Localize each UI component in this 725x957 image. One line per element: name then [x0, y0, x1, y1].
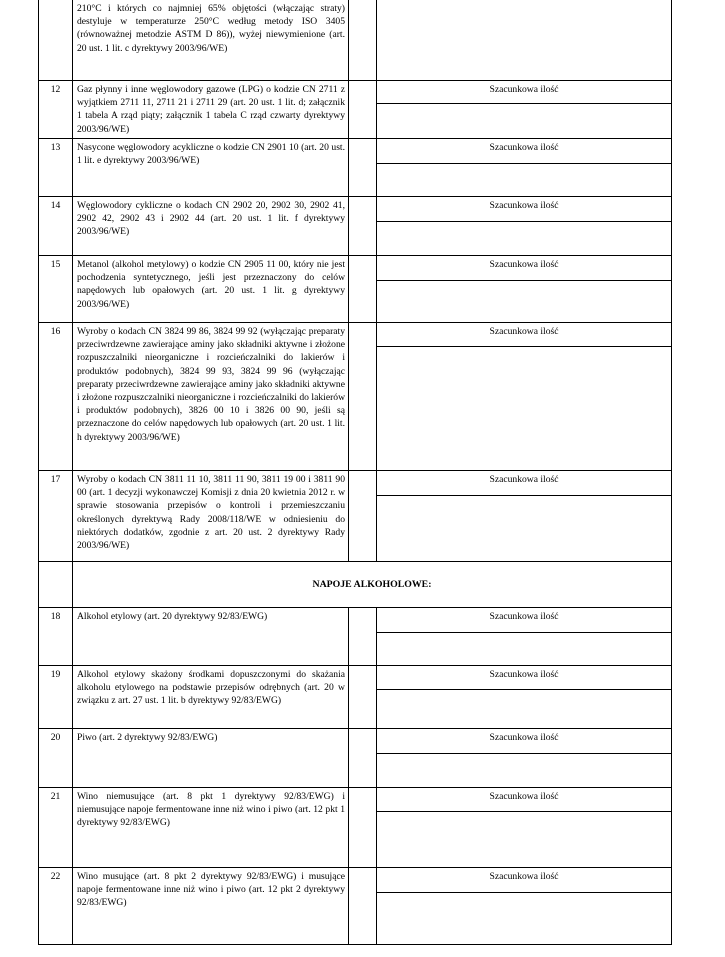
- row-description: Wyroby o kodach CN 3824 99 86, 3824 99 92 (wyłączając preparaty przeciwrdzewne zawierające aminy jako składniki aktywne i złożone rozpuszczalniki nieorganiczne i rozcieńczalniki do lakierów i produktów podobnych), 3824 99 93, 3824 99 96 (wyłączając preparaty przeciwrdzewne zawierające aminy jako składniki aktywne i złożone rozpuszczalniki nieorganiczne i rozcieńczalniki do lakierów i produktów podobnych), 3826 00 10 i 3826 00 90, jeśli są przeznaczone do celów napędowych lub opałowych (art. 20 ust. 1 lit. h dyrektywy 2003/96/WE): [73, 323, 349, 471]
- row-number-cell: [39, 0, 73, 81]
- row-blank-cell: [349, 81, 377, 139]
- row-blank-cell: [349, 0, 377, 81]
- row-number: 14: [39, 197, 73, 256]
- row-number: 17: [39, 471, 73, 562]
- table-row: [39, 608, 672, 666]
- estimate-label: Szacunkowa ilość: [377, 788, 671, 812]
- row-blank-cell: [349, 729, 377, 788]
- row-description: Alkohol etylowy skażony środkami dopuszczonymi do skażania alkoholu etylowego na podstawie przepisów odrębnych (art. 20 w związku z art. 27 ust. 1 lit. b dyrektywy 92/83/EWG): [73, 666, 349, 729]
- document-page: [38, 0, 671, 945]
- row-description: Metanol (alkohol metylowy) o kodzie CN 2905 11 00, który nie jest pochodzenia syntetycznego, jeśli jest przeznaczony do celów napędowych lub opałowych (art. 20 ust. 1 lit. g dyrektywy 2003/96/WE): [73, 256, 349, 323]
- row-blank-cell: [349, 256, 377, 323]
- row-description: Alkohol etylowy (art. 20 dyrektywy 92/83/EWG): [73, 608, 349, 666]
- row-value-cell: [377, 197, 672, 256]
- estimate-label: Szacunkowa ilość: [377, 729, 671, 754]
- row-number: 15: [39, 256, 73, 323]
- estimate-label: Szacunkowa ilość: [377, 323, 671, 347]
- row-description: Piwo (art. 2 dyrektywy 92/83/EWG): [73, 729, 349, 788]
- row-number: 13: [39, 139, 73, 197]
- estimate-label: Szacunkowa ilość: [377, 666, 671, 690]
- estimate-label: Szacunkowa ilość: [377, 139, 671, 164]
- row-blank-cell: [349, 323, 377, 471]
- table-row-continuation: [39, 0, 672, 81]
- row-value-cell: [377, 0, 672, 81]
- row-number: 18: [39, 608, 73, 666]
- estimate-label: Szacunkowa ilość: [377, 256, 671, 281]
- row-value-cell: [377, 81, 672, 139]
- row-description: Wyroby o kodach CN 3811 11 10, 3811 11 90, 3811 19 00 i 3811 90 00 (art. 1 decyzji wykonawczej Komisji z dnia 20 kwietnia 2012 r. w sprawie stosowania przepisów o kontroli i przemieszczaniu określonych dyrektywą Rady 2008/118/WE w odniesieniu do niektórych dodatków, zgodnie z art. 20 ust. 2 dyrektywy Rady 2003/96/WE): [73, 471, 349, 562]
- row-blank-cell: [349, 788, 377, 868]
- row-value-cell: [377, 256, 672, 323]
- row-description: Gaz płynny i inne węglowodory gazowe (LPG) o kodzie CN 2711 z wyjątkiem 2711 11, 2711 21 i 2711 29 (art. 20 ust. 1 lit. d; załącznik 1 tabela A rząd piąty; załącznik 1 tabela C rząd czwarty dyrektywy 2003/96/WE): [73, 81, 349, 139]
- row-blank-cell: [349, 139, 377, 197]
- row-number: 12: [39, 81, 73, 139]
- table-row: [39, 139, 672, 197]
- estimate-label: Szacunkowa ilość: [377, 868, 671, 893]
- row-blank-cell: [349, 868, 377, 945]
- table-row: [39, 788, 672, 868]
- row-number: 20: [39, 729, 73, 788]
- excise-goods-table: [38, 0, 672, 945]
- row-description: Nasycone węglowodory acykliczne o kodzie CN 2901 10 (art. 20 ust. 1 lit. e dyrektywy 2003/96/WE): [73, 139, 349, 197]
- table-row: [39, 256, 672, 323]
- row-description: Wino musujące (art. 8 pkt 2 dyrektywy 92/83/EWG) i musujące napoje fermentowane inne niż wino i piwo (art. 12 pkt 2 dyrektywy 92/83/EWG): [73, 868, 349, 945]
- row-blank-cell: [349, 197, 377, 256]
- row-value-cell: [377, 729, 672, 788]
- row-blank-cell: [349, 471, 377, 562]
- table-row: [39, 197, 672, 256]
- row-blank-cell: [349, 608, 377, 666]
- row-value-cell: [377, 323, 672, 471]
- section-number-cell: [39, 562, 73, 608]
- row-description: 210°C i których co najmniej 65% objętości (włączając straty) destyluje w temperaturze 250°C według metody ISO 3405 (równoważnej metodzie ASTM D 86)), wyżej niewymienione (art. 20 ust. 1 lit. c dyrektywy 2003/96/WE): [73, 0, 349, 81]
- table-row: [39, 666, 672, 729]
- row-number: 22: [39, 868, 73, 945]
- estimate-label: Szacunkowa ilość: [377, 81, 671, 104]
- row-description: Węglowodory cykliczne o kodach CN 2902 20, 2902 30, 2902 41, 2902 42, 2902 43 i 2902 44 (art. 20 ust. 1 lit. f dyrektywy 2003/96/WE): [73, 197, 349, 256]
- row-value-cell: [377, 868, 672, 945]
- row-value-cell: [377, 788, 672, 868]
- section-header-row: [39, 562, 672, 608]
- table-row: [39, 323, 672, 471]
- estimate-label: Szacunkowa ilość: [377, 608, 671, 633]
- row-value-cell: [377, 608, 672, 666]
- row-number: 19: [39, 666, 73, 729]
- section-title: NAPOJE ALKOHOLOWE:: [73, 562, 672, 608]
- row-number: 16: [39, 323, 73, 471]
- estimate-label: Szacunkowa ilość: [377, 197, 671, 222]
- row-value-cell: [377, 666, 672, 729]
- table-row: [39, 81, 672, 139]
- row-description: Wino niemusujące (art. 8 pkt 1 dyrektywy 92/83/EWG) i niemusujące napoje fermentowane inne niż wino i piwo (art. 12 pkt 1 dyrektywy 92/83/EWG): [73, 788, 349, 868]
- row-value-cell: [377, 139, 672, 197]
- row-value-cell: [377, 471, 672, 562]
- row-blank-cell: [349, 666, 377, 729]
- estimate-label: Szacunkowa ilość: [377, 471, 671, 496]
- table-row: [39, 868, 672, 945]
- row-number: 21: [39, 788, 73, 868]
- table-row: [39, 471, 672, 562]
- table-row: [39, 729, 672, 788]
